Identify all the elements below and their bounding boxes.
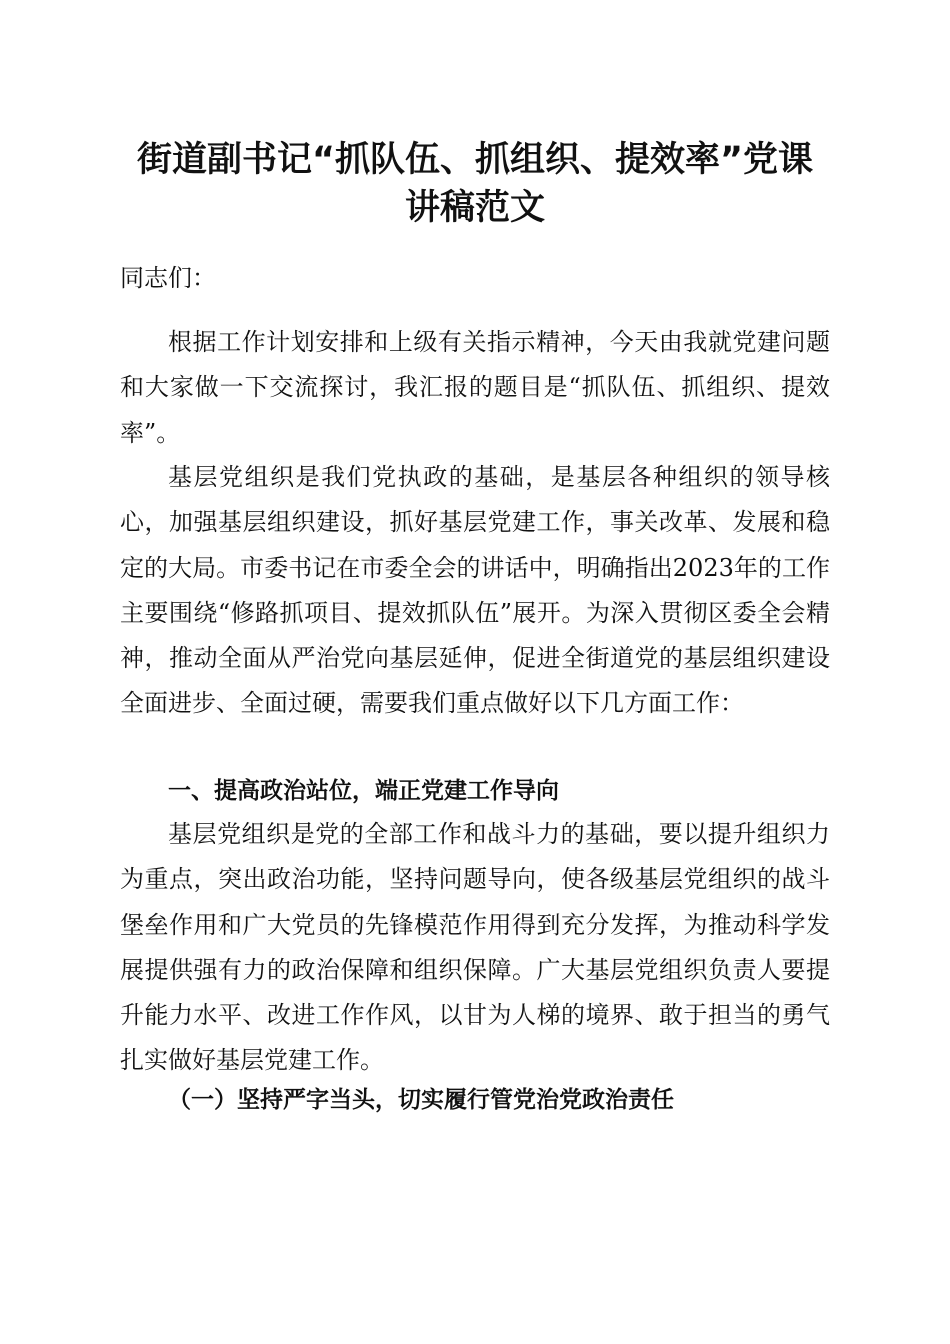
document-title-line-2: 讲稿范文 [404, 188, 545, 228]
greeting: 同志们： [120, 264, 216, 292]
paragraph-intro: 根据工作计划安排和上级有关指示精神，今天由我就党建问题和大家做一下交流探讨，我汇报的题目是“抓队伍、抓组织、提效率”。 [120, 328, 830, 447]
paragraph-background: 基层党组织是我们党执政的基础，是基层各种组织的领导核心，加强基层组织建设，抓好基层党建工作，事关改革、发展和稳定的大局。市委书记在市委全会的讲话中，明确指出2023年的工作主要围绕“修路抓项目、提效抓队伍”展开。为深入贯彻区委全会精神，推动全面从严治党向基层延伸，促进全街道党的基层组织建设全面进步、全面过硬，需要我们重点做好以下几方面工作： [120, 463, 830, 718]
document-title-line-1: 街道副书记“抓队伍、抓组织、提效率”党课 [136, 140, 813, 180]
subsection-heading-1: （一）坚持严字当头，切实履行管党治党政治责任 [168, 1086, 674, 1113]
section-heading-1: 一、提高政治站位，端正党建工作导向 [168, 778, 559, 804]
paragraph-section-1: 基层党组织是党的全部工作和战斗力的基础，要以提升组织力为重点，突出政治功能，坚持问题导向，使各级基层党组织的战斗堡垒作用和广大党员的先锋模范作用得到充分发挥，为推动科学发展提供强有力的政治保障和组织保障。广大基层党组织负责人要提升能力水平、改进工作作风，以甘为人梯的境界、敢于担当的勇气扎实做好基层党建工作。 [120, 820, 830, 1075]
